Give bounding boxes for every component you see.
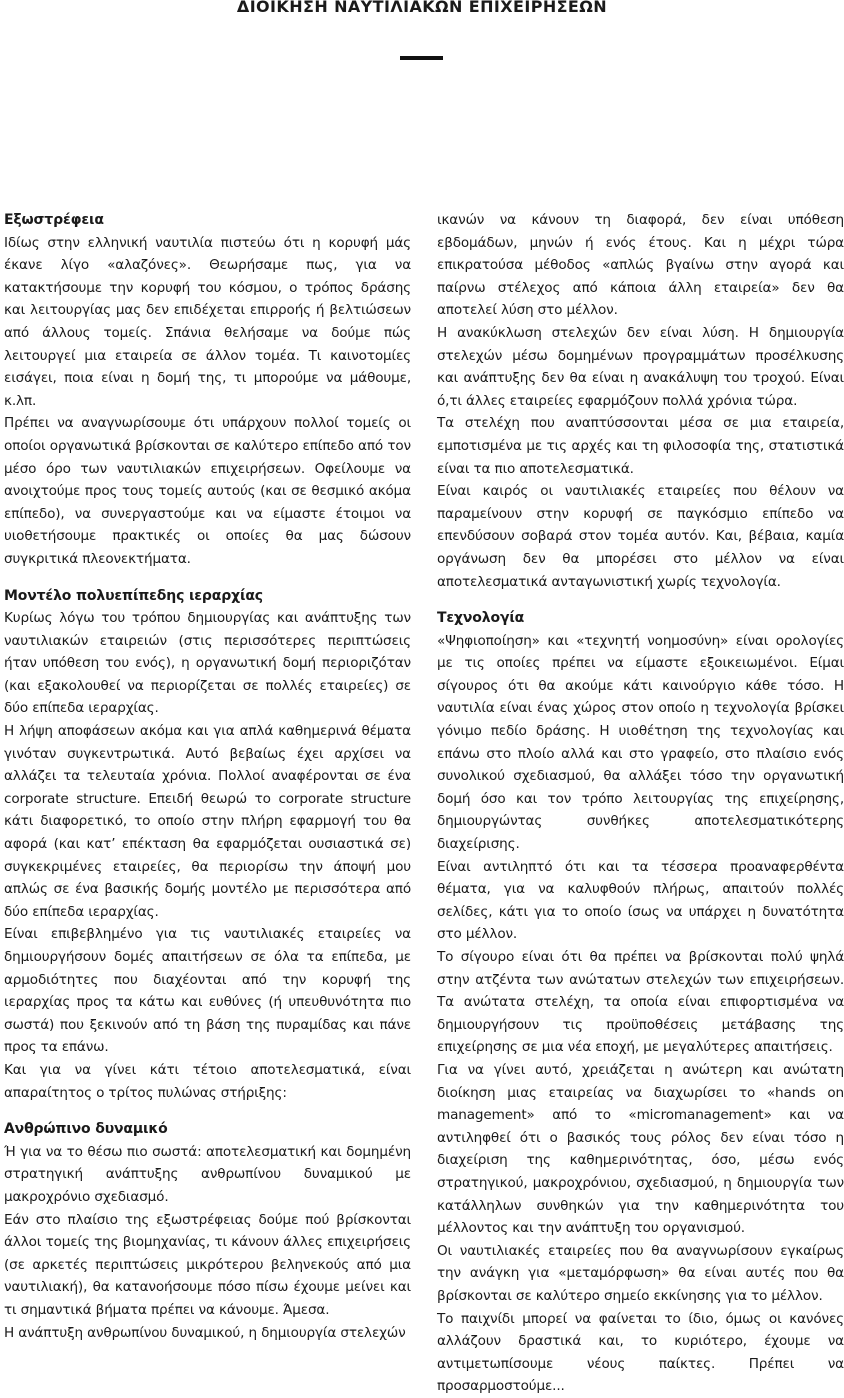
paragraph: Πρέπει να αναγνωρίσουμε ότι υπάρχουν πολλοί τομείς οι οποίοι οργανωτικά βρίσκονται σε καλύτερο επίπεδο από τον μέσο όρο των ναυτιλιακών επιχειρήσεων. Οφείλουμε να ανοιχτούμε προς τους τομείς αυτούς (και σε θεσμικό ακόμα επίπεδο), να συνεργαστούμε και να είμαστε έτοιμοι να υιοθετήσουμε πρακτικές οι οποίες θα μας δώσουν συγκριτικά πλεονεκτήματα.: [4, 415, 411, 567]
paragraph: Η ανάπτυξη ανθρωπίνου δυναμικού, η δημιουργία στελεχών: [4, 1324, 406, 1341]
paragraph: Το παιχνίδι μπορεί να φαίνεται το ίδιο, όμως οι κανόνες αλλάζουν δραστικά και, το κυριότερο, έχουμε να αντιμετωπίσουμε νέους παίκτες. Πρέπει να προσαρμοστούμε...: [437, 1310, 844, 1395]
right-column: [437, 209, 844, 1398]
section-heading-extroversion: Εξωστρέφεια: [4, 212, 104, 228]
title-rule: [400, 56, 443, 60]
page-header: [0, 0, 844, 20]
paragraph: Είναι επιβεβλημένο για τις ναυτιλιακές εταιρείες να δημιουργήσουν δομές απαιτήσεων σε όλα τα επίπεδα, με αρμοδιότητες που διαχέονται από την κορυφή της ιεραρχίας προς τα κάτω και ευθύνες (ή υπευθυνότητα πιο σωστά) που ξεκινούν από τη βάση της πυραμίδας και πάνε προς τα επάνω.: [4, 926, 411, 1056]
paragraph: Και για να γίνει κάτι τέτοιο αποτελεσματικά, είναι απαραίτητος ο τρίτος πυλώνας στήριξης:: [4, 1061, 411, 1101]
left-column: [4, 209, 411, 1344]
running-title: ΔΙΟΙΚΗΣΗ ΝΑΥΤΙΛΙΑΚΩΝ ΕΠΙΧΕΙΡΗΣΕΩΝ: [236, 0, 608, 16]
paragraph: «Ψηφιοποίηση» και «τεχνητή νοημοσύνη» είναι ορολογίες με τις οποίες πρέπει να είμαστε εξοικειωμένοι. Είμαι σίγουρος ότι θα ακούμε κάτι καινούργιο κάθε τόσο. Η ναυτιλία είναι ένας χώρος στον οποίο η τεχνολογία βρίσκει γόνιμο πεδίο δράσης. Η υιοθέτηση της τεχνολογίας και επάνω στο πλοίο αλλά και στο γραφείο, στο πλαίσιο ενός συνολικού σχεδιασμού, θα αλλάξει τόσο την οργανωτική δομή όσο και τον τρόπο λειτουργίας της επιχείρησης, δημιουργώντας συνθήκες αποτελεσματικότερης διαχείρισης.: [437, 632, 844, 853]
paragraph: Η ανακύκλωση στελεχών δεν είναι λύση. Η δημιουργία στελεχών μέσω δομημένων προγραμμάτων προσέλκυσης και ανάπτυξης δεν θα είναι η ανακάλυψη του τροχού. Είναι ό,τι άλλες εταιρείες εφαρμόζουν πολλά χρόνια τώρα.: [437, 324, 844, 409]
paragraph: Οι ναυτιλιακές εταιρείες που θα αναγνωρίσουν εγκαίρως την ανάγκη για «μεταμόρφωση» θα είναι αυτές που θα βρίσκονται σε καλύτερο σημείο εκκίνησης για το μέλλον.: [437, 1242, 844, 1304]
paragraph: ικανών να κάνουν τη διαφορά, δεν είναι υπόθεση εβδομάδων, μηνών ή ενός έτους. Και η μέχρι τώρα επικρατούσα μέθοδος «απλώς βγαίνω στην αγορά και παίρνω στέλεχος από κάποια άλλη εταιρεία» δεν θα αποτελεί λύση στο μέλλον.: [437, 212, 844, 319]
section-heading-human-resources: Ανθρώπινο δυναμικό: [4, 1121, 168, 1138]
paragraph: Εάν στο πλαίσιο της εξωστρέφειας δούμε πού βρίσκονται άλλοι τομείς της βιομηχανίας, τι κάνουν άλλες επιχειρήσεις (σε αρκετές περιπτώσεις μικρότερου βεληνεκούς από μια ναυτιλιακή), θα κατανοήσουμε πόσο πίσω έχουμε μείνει και τι σημαντικά βήματα πρέπει να κάνουμε. Άμεσα.: [4, 1211, 411, 1318]
paragraph: Η λήψη αποφάσεων ακόμα και για απλά καθημερινά θέματα γινόταν συγκεντρωτικά. Αυτό βεβαίως έχει αρχίσει να αλλάζει τα τελευταία χρόνια. Πολλοί αναφέρονται σε ένα corporate structure. Επειδή θεωρώ το corporate structure κάτι διαφορετικό, το οποίο στην πλήρη εφαρμογή του θα αφορά (και κατ’ επέκταση θα εφαρμόζεται ουσιαστικά σε) συγκεκριμένες εταιρείες, θα περιορίσω την άποψή μου απλώς σε ένα βασικής δομής μοντέλο με περισσότερα από δύο επίπεδα ιεραρχίας.: [4, 723, 411, 920]
paragraph: Κυρίως λόγω του τρόπου δημιουργίας και ανάπτυξης των ναυτιλιακών εταιρειών (στις περισσότερες περιπτώσεις ήταν υπόθεση του ενός), η οργανωτική δομή περιοριζόταν (και εξακολουθεί να περιορίζεται σε πολλές εταιρείες) σε δύο επίπεδα ιεραρχίας.: [4, 610, 411, 717]
section-heading-hierarchy: Μοντέλο πολυεπίπεδης ιεραρχίας: [4, 587, 263, 604]
paragraph: Ή για να το θέσω πιο σωστά: αποτελεσματική και δομημένη στρατηγική ανάπτυξης ανθρωπίνου δυναμικού με μακροχρόνιο σχεδιασμό.: [4, 1143, 411, 1205]
paragraph: Τα στελέχη που αναπτύσσονται μέσα σε μια εταιρεία, εμποτισμένα με τις αρχές και τη φιλοσοφία της, στατιστικά είναι τα πιο αποτελεσματικά.: [437, 415, 844, 477]
paragraph: Είναι αντιληπτό ότι και τα τέσσερα προαναφερθέντα θέματα, για να καλυφθούν πλήρως, απαιτούν πολλές σελίδες, κάτι για το οποίο ίσως να υπάρχει η δυνατότητα στο μέλλον.: [437, 858, 844, 943]
paragraph: Για να γίνει αυτό, χρειάζεται η ανώτερη και ανώτατη διοίκηση μιας εταιρείας να διαχωρίσει το «hands on management» από το «micromanagement» και να αντιληφθεί ότι ο βασικός τους ρόλος δεν είναι τόσο η διαχείριση της καθημερινότητας, όσο, μέσω ενός στρατηγικού, μακροχρόνιου, σχεδιασμού, η δημιουργία των κατάλληλων συνθηκών για την καθημερινότητα του μέλλοντος και την ανάπτυξη του οργανισμού.: [437, 1061, 844, 1237]
section-heading-technology: Τεχνολογία: [437, 610, 525, 627]
paragraph: Ιδίως στην ελληνική ναυτιλία πιστεύω ότι η κορυφή μάς έκανε λίγο «αλαζόνες». Θεωρήσαμε πως, για να κατακτήσουμε την κορυφή του κόσμου, ο τρόπος δράσης και λειτουργίας μας δεν επιδέχεται επιρροής ή βελτιώσεων από άλλους τομείς. Σπάνια θελήσαμε να δούμε πώς λειτουργεί μια εταιρεία σε άλλον τομέα. Τι καινοτομίες εισάγει, ποια είναι η δομή της, τι μπορούμε να μάθουμε, κ.λπ.: [4, 234, 411, 409]
paragraph: Το σίγουρο είναι ότι θα πρέπει να βρίσκονται πολύ ψηλά στην ατζέντα των ανώτατων στελεχών των επιχειρήσεων. Τα ανώτατα στελέχη, τα οποία είναι επιφορτισμένα να δημιουργήσουν τις προϋποθέσεις μετάβασης της επιχείρησης σε μια νέα εποχή, με μεγαλύτερες απαιτήσεις.: [437, 949, 844, 1056]
paragraph: Είναι καιρός οι ναυτιλιακές εταιρείες που θέλουν να παραμείνουν στην κορυφή σε παγκόσμιο επίπεδο να επενδύσουν σοβαρά στον τομέα αυτόν. Και, βέβαια, καμία οργάνωση δεν θα μπορέσει στο μέλλον να είναι αποτελεσματικά ανταγωνιστική χωρίς τεχνολογία.: [437, 483, 844, 590]
